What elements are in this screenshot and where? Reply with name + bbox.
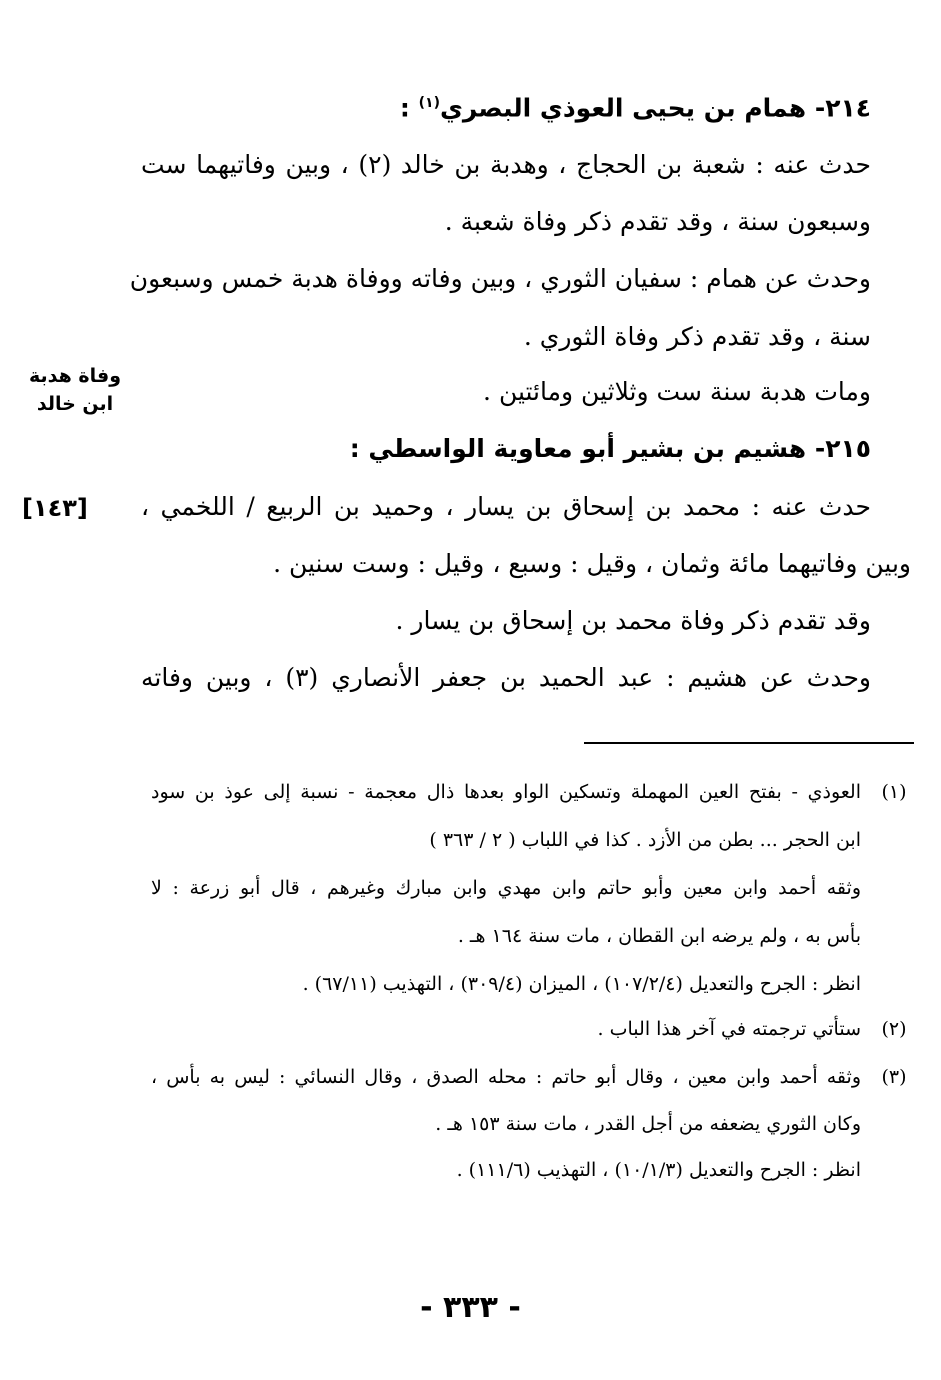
- entry-heading-214: ٢١٤- همام بن يحيى العوذي البصري$^{(١)}$ :: [399, 93, 871, 123]
- margin-note: وفاة هدبة ابن خالد: [28, 365, 122, 415]
- footnote-3-line-2: وكان الثوري يضعفه من أجل القدر ، مات سنة ١٥٣ هـ .: [435, 1113, 861, 1135]
- footnote-number: (١): [881, 781, 907, 803]
- footnote-divider: [584, 742, 914, 744]
- entry-name: همام بن يحيى العوذي البصري: [439, 93, 807, 123]
- entry-214-line-3: وحدث عن همام : سفيان الثوري ، وبين وفاته ووفاة هدبة خمس وسبعون: [129, 264, 871, 293]
- page-marker: [١٤٣]: [22, 494, 88, 522]
- entry-215-line-1: حدث عنه : محمد بن إسحاق بن يسار ، وحميد بن الربيع / اللخمي ،: [141, 492, 871, 521]
- entry-number: ٢١٤: [825, 93, 871, 123]
- footnote-2-line-1: ستأتي ترجمته في آخر هذا الباب .: [597, 1018, 861, 1040]
- footnote-number: (٢): [881, 1018, 907, 1040]
- entry-heading-215: ٢١٥- هشيم بن بشير أبو معاوية الواسطي :: [349, 434, 871, 463]
- footnote-3-line-3: انظر : الجرح والتعديل (١٠/١/٣) ، التهذيب (١١١/٦) .: [456, 1159, 861, 1181]
- entry-214-line-1: حدث عنه : شعبة بن الحجاج ، وهدبة بن خالد (٢) ، وبين وفاتيهما ست: [141, 150, 871, 179]
- heading-colon: :: [349, 434, 360, 463]
- entry-215-line-3: وقد تقدم ذكر وفاة محمد بن إسحاق بن يسار .: [395, 606, 871, 635]
- entry-214-line-5: ومات هدبة سنة ست وثلاثين ومائتين .: [483, 377, 871, 406]
- entry-215-line-2: وبين وفاتيهما مائة وثمان ، وقيل : وسبع ، وقيل : وست سنين .: [273, 549, 911, 578]
- entry-214-line-2: وسبعون سنة ، وقد تقدم ذكر وفاة شعبة .: [444, 207, 871, 236]
- footnote-1-line-5: انظر : الجرح والتعديل (١٠٧/٢/٤) ، الميزان (٣٠٩/٤) ، التهذيب (٦٧/١١) .: [302, 973, 861, 995]
- footnote-ref: (١): [418, 95, 440, 111]
- entry-215-line-4: وحدث عن هشيم : عبد الحميد بن جعفر الأنصاري (٣) ، وبين وفاته: [141, 663, 871, 692]
- footnote-1-line-1: العوذي - بفتح العين المهملة وتسكين الواو بعدها ذال معجمة - نسبة إلى عوذ بن سود: [151, 781, 861, 803]
- footnote-1-line-3: وثقه أحمد وابن معين وأبو حاتم وابن مهدي وابن مبارك وغيرهم ، قال أبو زرعة : لا: [151, 877, 861, 899]
- entry-number: ٢١٥: [825, 434, 871, 463]
- heading-colon: :: [399, 93, 410, 123]
- footnote-3-line-1: وثقه أحمد وابن معين ، وقال أبو حاتم : محله الصدق ، وقال النسائي : ليس به بأس ،: [151, 1066, 861, 1088]
- entry-name: هشيم بن بشير أبو معاوية الواسطي: [368, 434, 807, 463]
- footnote-1-line-2: ابن الحجر ... بطن من الأزد . كذا في اللباب ( ٢ / ٣٦٣ ): [429, 829, 861, 851]
- footnote-number: (٣): [881, 1066, 907, 1088]
- footnote-1-line-4: بأس به ، ولم يرضه ابن القطان ، مات سنة ١٦٤ هـ .: [457, 925, 861, 947]
- page-number: - ٣٣٣ -: [420, 1290, 521, 1325]
- entry-214-line-4: سنة ، وقد تقدم ذكر وفاة الثوري .: [523, 322, 871, 351]
